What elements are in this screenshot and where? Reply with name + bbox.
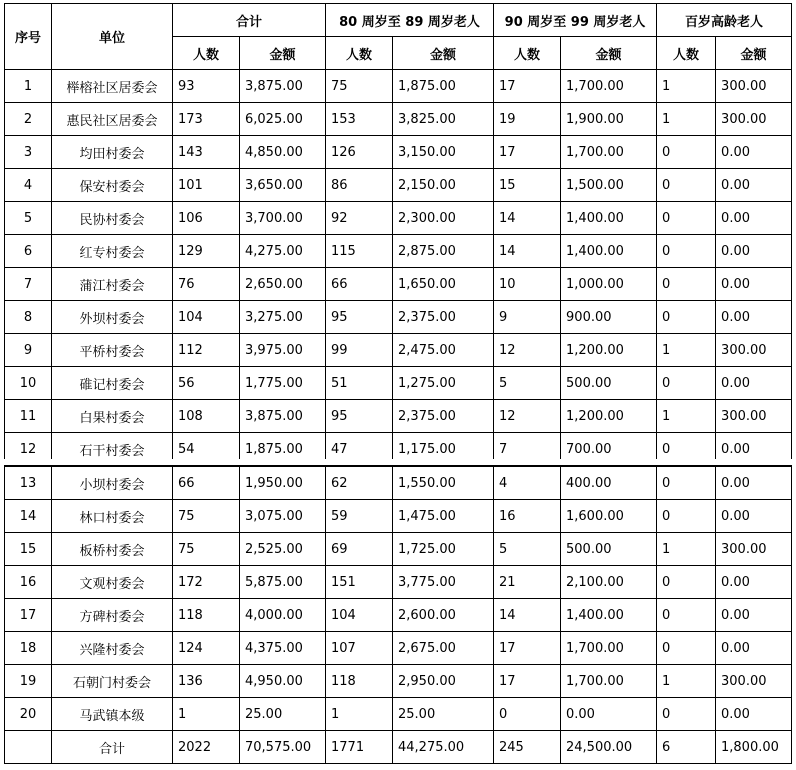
row-index: 15 [5, 533, 52, 566]
amount-80-89: 2,950.00 [393, 665, 494, 698]
count-100: 1 [657, 665, 716, 698]
amount-80-89: 1,650.00 [393, 268, 494, 301]
header-group-80-89: 80 周岁至 89 周岁老人 [326, 4, 494, 37]
total-count-100: 6 [657, 731, 716, 764]
row-index: 12 [5, 433, 52, 466]
total-amount: 3,875.00 [240, 70, 326, 103]
amount-90-99: 900.00 [561, 301, 657, 334]
total-amount: 4,950.00 [240, 665, 326, 698]
count-80-89: 86 [326, 169, 393, 202]
count-80-89: 126 [326, 136, 393, 169]
amount-90-99: 1,000.00 [561, 268, 657, 301]
amount-80-89: 1,275.00 [393, 367, 494, 400]
row-unit: 平桥村委会 [52, 334, 173, 367]
row-index: 9 [5, 334, 52, 367]
total-amount-80-89: 44,275.00 [393, 731, 494, 764]
total-amount: 4,000.00 [240, 599, 326, 632]
table-row [5, 70, 792, 103]
amount-100: 0.00 [716, 566, 792, 599]
total-count: 118 [173, 599, 240, 632]
amount-90-99: 0.00 [561, 698, 657, 731]
amount-90-99: 500.00 [561, 533, 657, 566]
count-100: 0 [657, 599, 716, 632]
total-count: 172 [173, 566, 240, 599]
count-90-99: 5 [494, 533, 561, 566]
header-amount: 金额 [240, 37, 326, 70]
total-amount: 6,025.00 [240, 103, 326, 136]
total-count: 54 [173, 433, 240, 466]
count-90-99: 21 [494, 566, 561, 599]
total-count: 76 [173, 268, 240, 301]
count-90-99: 0 [494, 698, 561, 731]
total-count: 108 [173, 400, 240, 433]
count-100: 0 [657, 467, 716, 500]
total-count: 1 [173, 698, 240, 731]
amount-100: 0.00 [716, 467, 792, 500]
total-count-90-99: 245 [494, 731, 561, 764]
total-total-count: 2022 [173, 731, 240, 764]
page-break-gap [0, 459, 796, 465]
count-90-99: 17 [494, 665, 561, 698]
total-amount: 3,075.00 [240, 500, 326, 533]
total-count-80-89: 1771 [326, 731, 393, 764]
count-90-99: 5 [494, 367, 561, 400]
row-unit: 石干村委会 [52, 433, 173, 466]
total-count: 124 [173, 632, 240, 665]
row-unit: 红专村委会 [52, 235, 173, 268]
table-row [5, 334, 792, 367]
total-count: 129 [173, 235, 240, 268]
row-unit: 石朝门村委会 [52, 665, 173, 698]
table-row [5, 632, 792, 665]
amount-90-99: 400.00 [561, 467, 657, 500]
amount-90-99: 1,400.00 [561, 235, 657, 268]
amount-100: 300.00 [716, 400, 792, 433]
total-row [5, 731, 792, 764]
row-index: 13 [5, 467, 52, 500]
row-unit: 外坝村委会 [52, 301, 173, 334]
table-row [5, 367, 792, 400]
count-100: 0 [657, 367, 716, 400]
amount-80-89: 1,875.00 [393, 70, 494, 103]
amount-100: 0.00 [716, 268, 792, 301]
count-100: 1 [657, 400, 716, 433]
row-index: 10 [5, 367, 52, 400]
amount-100: 0.00 [716, 202, 792, 235]
total-amount: 4,275.00 [240, 235, 326, 268]
allowance-table-bottom [4, 466, 792, 764]
count-100: 0 [657, 698, 716, 731]
amount-100: 300.00 [716, 103, 792, 136]
total-count: 143 [173, 136, 240, 169]
count-80-89: 59 [326, 500, 393, 533]
amount-90-99: 500.00 [561, 367, 657, 400]
count-80-89: 66 [326, 268, 393, 301]
table-row [5, 103, 792, 136]
amount-80-89: 1,550.00 [393, 467, 494, 500]
total-row-index [5, 731, 52, 764]
allowance-table-top [4, 3, 792, 466]
count-90-99: 19 [494, 103, 561, 136]
amount-80-89: 2,675.00 [393, 632, 494, 665]
count-100: 0 [657, 169, 716, 202]
total-count: 75 [173, 533, 240, 566]
total-amount: 3,650.00 [240, 169, 326, 202]
row-unit: 保安村委会 [52, 169, 173, 202]
count-100: 1 [657, 70, 716, 103]
header-amount: 金额 [393, 37, 494, 70]
amount-100: 0.00 [716, 500, 792, 533]
header-count: 人数 [494, 37, 561, 70]
amount-90-99: 1,200.00 [561, 400, 657, 433]
amount-100: 300.00 [716, 665, 792, 698]
count-80-89: 104 [326, 599, 393, 632]
count-100: 1 [657, 103, 716, 136]
header-amount: 金额 [716, 37, 792, 70]
total-amount: 1,875.00 [240, 433, 326, 466]
count-100: 0 [657, 301, 716, 334]
total-count: 56 [173, 367, 240, 400]
header-unit: 单位 [52, 4, 173, 70]
header-group-total: 合计 [173, 4, 326, 37]
count-80-89: 118 [326, 665, 393, 698]
amount-80-89: 2,875.00 [393, 235, 494, 268]
row-index: 1 [5, 70, 52, 103]
count-100: 0 [657, 235, 716, 268]
amount-100: 300.00 [716, 334, 792, 367]
amount-90-99: 1,700.00 [561, 136, 657, 169]
total-count: 112 [173, 334, 240, 367]
amount-80-89: 1,725.00 [393, 533, 494, 566]
count-90-99: 14 [494, 599, 561, 632]
table-row [5, 136, 792, 169]
row-index: 16 [5, 566, 52, 599]
count-90-99: 15 [494, 169, 561, 202]
row-unit: 林口村委会 [52, 500, 173, 533]
total-row-unit: 合计 [52, 731, 173, 764]
amount-90-99: 1,600.00 [561, 500, 657, 533]
count-80-89: 75 [326, 70, 393, 103]
header-index: 序号 [5, 4, 52, 70]
table-row [5, 301, 792, 334]
count-90-99: 12 [494, 334, 561, 367]
count-100: 0 [657, 268, 716, 301]
amount-100: 0.00 [716, 301, 792, 334]
header-count: 人数 [173, 37, 240, 70]
amount-100: 0.00 [716, 136, 792, 169]
count-80-89: 99 [326, 334, 393, 367]
count-90-99: 14 [494, 202, 561, 235]
amount-100: 0.00 [716, 632, 792, 665]
table-row [5, 467, 792, 500]
count-100: 0 [657, 500, 716, 533]
row-index: 7 [5, 268, 52, 301]
row-unit: 马武镇本级 [52, 698, 173, 731]
row-index: 19 [5, 665, 52, 698]
total-amount: 3,975.00 [240, 334, 326, 367]
count-90-99: 10 [494, 268, 561, 301]
row-unit: 蒲江村委会 [52, 268, 173, 301]
table-row [5, 533, 792, 566]
row-unit: 白果村委会 [52, 400, 173, 433]
total-count: 106 [173, 202, 240, 235]
amount-80-89: 2,375.00 [393, 400, 494, 433]
amount-100: 300.00 [716, 533, 792, 566]
row-index: 14 [5, 500, 52, 533]
amount-100: 300.00 [716, 70, 792, 103]
row-unit: 板桥村委会 [52, 533, 173, 566]
total-amount: 2,650.00 [240, 268, 326, 301]
amount-100: 0.00 [716, 235, 792, 268]
row-index: 8 [5, 301, 52, 334]
count-90-99: 4 [494, 467, 561, 500]
amount-80-89: 1,475.00 [393, 500, 494, 533]
count-100: 0 [657, 632, 716, 665]
total-amount: 3,700.00 [240, 202, 326, 235]
amount-90-99: 1,200.00 [561, 334, 657, 367]
row-index: 2 [5, 103, 52, 136]
total-amount: 3,875.00 [240, 400, 326, 433]
table-row [5, 235, 792, 268]
row-unit: 民协村委会 [52, 202, 173, 235]
header-group-90-99: 90 周岁至 99 周岁老人 [494, 4, 657, 37]
total-count: 173 [173, 103, 240, 136]
table-row [5, 500, 792, 533]
count-80-89: 107 [326, 632, 393, 665]
amount-80-89: 2,475.00 [393, 334, 494, 367]
amount-90-99: 1,700.00 [561, 70, 657, 103]
amount-100: 0.00 [716, 698, 792, 731]
count-80-89: 95 [326, 301, 393, 334]
amount-90-99: 2,100.00 [561, 566, 657, 599]
total-count: 101 [173, 169, 240, 202]
row-unit: 文观村委会 [52, 566, 173, 599]
amount-90-99: 1,400.00 [561, 599, 657, 632]
count-90-99: 17 [494, 136, 561, 169]
count-80-89: 151 [326, 566, 393, 599]
row-index: 20 [5, 698, 52, 731]
row-index: 4 [5, 169, 52, 202]
total-count: 136 [173, 665, 240, 698]
count-100: 0 [657, 433, 716, 466]
count-90-99: 17 [494, 632, 561, 665]
count-80-89: 62 [326, 467, 393, 500]
amount-80-89: 3,775.00 [393, 566, 494, 599]
table-row [5, 268, 792, 301]
row-unit: 碓记村委会 [52, 367, 173, 400]
count-90-99: 14 [494, 235, 561, 268]
count-90-99: 12 [494, 400, 561, 433]
total-count: 66 [173, 467, 240, 500]
amount-80-89: 2,300.00 [393, 202, 494, 235]
table-row [5, 599, 792, 632]
count-80-89: 95 [326, 400, 393, 433]
count-90-99: 7 [494, 433, 561, 466]
row-index: 17 [5, 599, 52, 632]
total-total-amount: 70,575.00 [240, 731, 326, 764]
amount-90-99: 1,400.00 [561, 202, 657, 235]
header-group-100: 百岁高龄老人 [657, 4, 792, 37]
total-amount: 2,525.00 [240, 533, 326, 566]
count-100: 1 [657, 334, 716, 367]
count-80-89: 92 [326, 202, 393, 235]
amount-100: 0.00 [716, 169, 792, 202]
amount-100: 0.00 [716, 599, 792, 632]
total-amount: 4,850.00 [240, 136, 326, 169]
count-100: 1 [657, 533, 716, 566]
amount-80-89: 3,825.00 [393, 103, 494, 136]
row-index: 11 [5, 400, 52, 433]
table-row [5, 400, 792, 433]
row-unit: 兴隆村委会 [52, 632, 173, 665]
row-unit: 均田村委会 [52, 136, 173, 169]
total-amount: 3,275.00 [240, 301, 326, 334]
amount-80-89: 25.00 [393, 698, 494, 731]
table-row [5, 566, 792, 599]
amount-100: 0.00 [716, 433, 792, 466]
amount-90-99: 1,500.00 [561, 169, 657, 202]
amount-90-99: 1,700.00 [561, 665, 657, 698]
table-row [5, 665, 792, 698]
header-count: 人数 [657, 37, 716, 70]
row-unit: 惠民社区居委会 [52, 103, 173, 136]
total-amount: 5,875.00 [240, 566, 326, 599]
total-amount: 1,775.00 [240, 367, 326, 400]
count-90-99: 9 [494, 301, 561, 334]
row-unit: 榉榕社区居委会 [52, 70, 173, 103]
amount-90-99: 700.00 [561, 433, 657, 466]
amount-80-89: 2,375.00 [393, 301, 494, 334]
row-index: 3 [5, 136, 52, 169]
amount-90-99: 1,900.00 [561, 103, 657, 136]
count-80-89: 1 [326, 698, 393, 731]
total-amount: 4,375.00 [240, 632, 326, 665]
total-amount-90-99: 24,500.00 [561, 731, 657, 764]
count-100: 0 [657, 566, 716, 599]
header-count: 人数 [326, 37, 393, 70]
row-unit: 方碑村委会 [52, 599, 173, 632]
amount-80-89: 3,150.00 [393, 136, 494, 169]
count-100: 0 [657, 202, 716, 235]
total-count: 93 [173, 70, 240, 103]
count-80-89: 69 [326, 533, 393, 566]
count-80-89: 153 [326, 103, 393, 136]
total-amount-100: 1,800.00 [716, 731, 792, 764]
total-count: 104 [173, 301, 240, 334]
row-index: 5 [5, 202, 52, 235]
count-80-89: 51 [326, 367, 393, 400]
table-row [5, 698, 792, 731]
amount-100: 0.00 [716, 367, 792, 400]
header-amount: 金额 [561, 37, 657, 70]
count-80-89: 47 [326, 433, 393, 466]
amount-80-89: 2,600.00 [393, 599, 494, 632]
amount-80-89: 1,175.00 [393, 433, 494, 466]
total-amount: 25.00 [240, 698, 326, 731]
count-90-99: 17 [494, 70, 561, 103]
row-index: 18 [5, 632, 52, 665]
amount-80-89: 2,150.00 [393, 169, 494, 202]
amount-90-99: 1,700.00 [561, 632, 657, 665]
row-unit: 小坝村委会 [52, 467, 173, 500]
count-80-89: 115 [326, 235, 393, 268]
count-100: 0 [657, 136, 716, 169]
table-row [5, 169, 792, 202]
row-index: 6 [5, 235, 52, 268]
total-count: 75 [173, 500, 240, 533]
total-amount: 1,950.00 [240, 467, 326, 500]
count-90-99: 16 [494, 500, 561, 533]
table-row [5, 202, 792, 235]
